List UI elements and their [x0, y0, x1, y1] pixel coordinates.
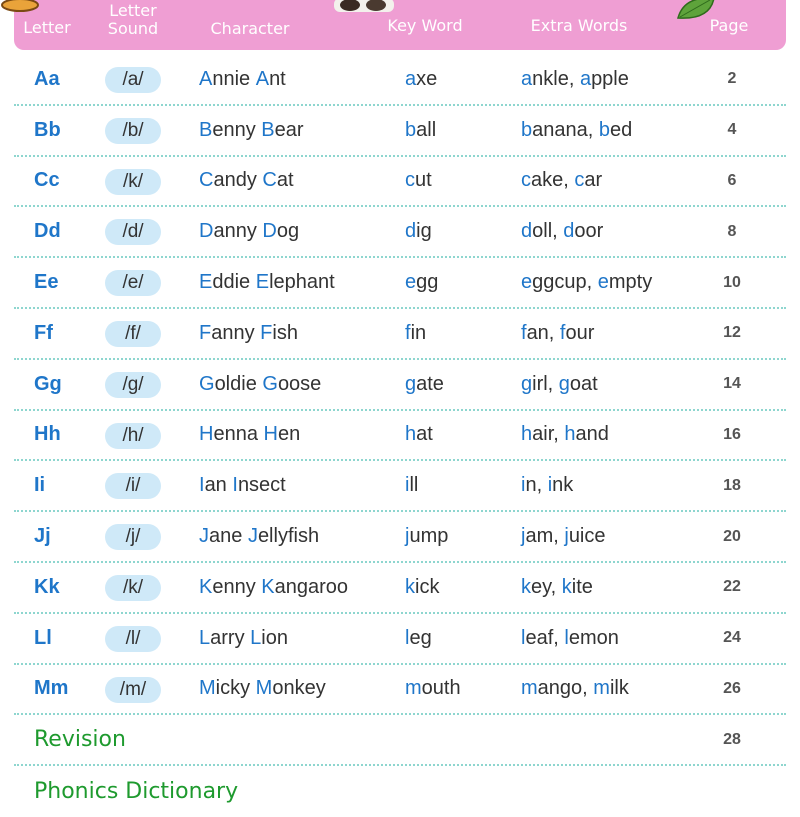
extra-words-segment: ite: [571, 575, 593, 598]
character-name-segment: E: [199, 271, 213, 294]
extra-words: [521, 614, 619, 663]
table-row[interactable]: [14, 411, 786, 462]
letter-sound-pill: /i/: [105, 473, 161, 499]
extra-words-segment: ed: [609, 118, 633, 141]
extra-words-segment: e: [521, 271, 533, 294]
letter-cell: Ll: [34, 626, 52, 649]
letter-sound-pill: /k/: [105, 575, 161, 601]
letter-sound-pill: /e/: [105, 270, 161, 296]
extra-words: [521, 512, 606, 561]
key-word: [405, 106, 436, 155]
page-number: 2: [727, 70, 737, 88]
character-name-segment: ellyfish: [257, 525, 320, 548]
character-name-segment: icky: [215, 677, 256, 700]
character-name-segment: andy: [213, 169, 263, 192]
section-title: Revision: [34, 727, 126, 753]
extra-words-segment: emon: [568, 626, 619, 649]
section-title: Phonics Dictionary: [34, 779, 239, 805]
extra-words-segment: oor: [574, 220, 604, 243]
extra-words-segment: d: [521, 220, 533, 243]
extra-words-segment: i: [521, 474, 526, 497]
character-name-segment: A: [255, 67, 270, 90]
character-name-segment: anny: [211, 321, 261, 344]
character-name-segment: C: [262, 169, 277, 192]
character-name-segment: nsect: [237, 474, 286, 497]
character-name-segment: angaroo: [274, 575, 349, 598]
key-word-segment: at: [416, 423, 433, 446]
character-name-segment: M: [255, 677, 273, 700]
table-row[interactable]: [14, 461, 786, 512]
extra-words-segment: oll,: [532, 220, 564, 243]
extra-words-segment: c: [521, 169, 531, 192]
header-letter-sound: [102, 2, 164, 38]
key-word-segment: e: [405, 271, 417, 294]
character-name-segment: G: [262, 372, 278, 395]
character-name-segment: arry: [210, 626, 251, 649]
character-name-segment: enny: [212, 575, 262, 598]
character-name-segment: onkey: [272, 677, 326, 700]
letter-cell: Bb: [34, 118, 61, 141]
dog-illustration-icon: [332, 0, 396, 14]
key-word-segment: m: [405, 677, 422, 700]
extra-words-segment: i: [547, 474, 553, 497]
letter-cell: Ii: [34, 474, 46, 497]
letter-sound-pill: /g/: [105, 372, 161, 398]
table-row[interactable]: [14, 207, 786, 258]
key-word: [405, 309, 426, 358]
character-name: [199, 563, 348, 612]
table-row[interactable]: [14, 106, 786, 157]
extra-words-segment: ango,: [537, 677, 594, 700]
extra-words-segment: ake,: [531, 169, 575, 192]
extra-words-segment: m: [593, 677, 610, 700]
key-word: [405, 258, 438, 307]
extra-words-segment: h: [521, 423, 533, 446]
character-name-segment: A: [199, 67, 213, 90]
table-row[interactable]: [14, 614, 786, 665]
key-word: [405, 411, 433, 460]
extra-words-segment: an,: [526, 321, 560, 344]
letter-sound-pill: /k/: [105, 169, 161, 195]
character-name-segment: H: [199, 423, 214, 446]
letter-sound-pill: /d/: [105, 219, 161, 245]
character-name-segment: J: [199, 525, 209, 548]
extra-words-segment: a: [579, 67, 592, 90]
letter-sound-pill: /m/: [105, 677, 161, 703]
key-word: [405, 614, 432, 663]
character-name-segment: ear: [274, 118, 304, 141]
key-word-segment: ll: [409, 474, 419, 497]
key-word-segment: ut: [415, 169, 432, 192]
key-word: [405, 563, 439, 612]
letter-sound-pill: /a/: [105, 67, 161, 93]
extra-words-segment: oat: [569, 372, 598, 395]
key-word-segment: ump: [409, 525, 449, 548]
extra-words: [521, 157, 602, 206]
phonics-contents-table: [14, 55, 786, 817]
letter-cell: Dd: [34, 220, 61, 243]
extra-words-segment: nkle,: [532, 67, 580, 90]
extra-words-segment: mpty: [608, 271, 653, 294]
key-word-segment: eg: [409, 626, 432, 649]
character-name-segment: an: [204, 474, 233, 497]
key-word-segment: f: [405, 321, 411, 344]
extra-words-segment: b: [598, 118, 610, 141]
header-key-word: Key Word: [387, 16, 463, 35]
letter-cell: Gg: [34, 372, 62, 395]
character-name-segment: E: [255, 271, 270, 294]
character-name-segment: anny: [213, 220, 263, 243]
extra-words-segment: l: [564, 626, 569, 649]
extra-words-segment: eaf,: [525, 626, 565, 649]
extra-words: [521, 411, 609, 460]
header-letter-sound-line2: Sound: [107, 19, 159, 38]
letter-cell: Ff: [34, 321, 53, 344]
table-row[interactable]: [14, 665, 786, 716]
letter-cell: Mm: [34, 677, 69, 700]
extra-words-segment: am,: [525, 525, 565, 548]
character-name-segment: K: [199, 575, 213, 598]
page-number: 4: [727, 121, 737, 139]
character-name-segment: enny: [212, 118, 262, 141]
character-name-segment: M: [199, 677, 216, 700]
page-number: 6: [727, 171, 737, 189]
key-word-segment: j: [405, 525, 410, 548]
character-name: [199, 157, 294, 206]
page-number: 14: [723, 375, 741, 393]
character-name-segment: B: [199, 118, 213, 141]
section-row[interactable]: [14, 715, 786, 766]
character-name-segment: J: [247, 525, 258, 548]
extra-words: [521, 563, 593, 612]
table-row[interactable]: [14, 512, 786, 563]
page-number: 10: [723, 273, 741, 291]
key-word-segment: i: [405, 474, 410, 497]
character-name-segment: oose: [277, 372, 322, 395]
page-number: 22: [723, 578, 741, 596]
extra-words-segment: d: [563, 220, 575, 243]
character-name-segment: oldie: [214, 372, 263, 395]
key-word-segment: d: [405, 220, 417, 243]
character-name-segment: at: [276, 169, 294, 192]
extra-words-segment: j: [521, 525, 526, 548]
key-word: [405, 360, 444, 409]
extra-words-segment: n,: [525, 474, 548, 497]
character-name-segment: L: [199, 626, 211, 649]
character-name: [199, 309, 298, 358]
page-number: 18: [723, 476, 741, 494]
table-row[interactable]: [14, 563, 786, 614]
key-word-segment: ate: [416, 372, 444, 395]
key-word-segment: b: [405, 118, 417, 141]
letter-sound-pill: /f/: [105, 321, 161, 347]
extra-words-segment: nk: [552, 474, 574, 497]
extra-words: [521, 665, 629, 714]
character-name-segment: I: [232, 474, 238, 497]
extra-words-segment: and: [575, 423, 609, 446]
page-number: 8: [727, 222, 737, 240]
key-word: [405, 461, 418, 510]
extra-words-segment: our: [565, 321, 595, 344]
page-number: 16: [723, 425, 741, 443]
key-word-segment: ick: [415, 575, 440, 598]
header-character: Character: [210, 19, 290, 38]
letter-sound-pill: /j/: [105, 524, 161, 550]
extra-words-segment: c: [574, 169, 585, 192]
key-word-segment: gg: [416, 271, 439, 294]
extra-words-segment: k: [521, 575, 531, 598]
extra-words-segment: anana,: [532, 118, 599, 141]
key-word-segment: g: [405, 372, 417, 395]
key-word: [405, 512, 448, 561]
character-name-segment: C: [199, 169, 214, 192]
character-name-segment: nt: [269, 67, 286, 90]
character-name-segment: nnie: [212, 67, 256, 90]
character-name-segment: K: [261, 575, 275, 598]
character-name-segment: lephant: [269, 271, 335, 294]
extra-words: [521, 258, 652, 307]
character-name-segment: ane: [209, 525, 248, 548]
character-name: [199, 258, 335, 307]
character-name-segment: F: [199, 321, 212, 344]
character-name-segment: D: [262, 220, 277, 243]
character-name: [199, 55, 286, 104]
extra-words-segment: f: [521, 321, 527, 344]
character-name: [199, 614, 288, 663]
character-name-segment: L: [250, 626, 262, 649]
character-name-segment: ish: [272, 321, 298, 344]
character-name: [199, 461, 286, 510]
character-name-segment: B: [261, 118, 275, 141]
character-name: [199, 360, 321, 409]
character-illustration-icon: [0, 0, 40, 12]
key-word-segment: c: [405, 169, 415, 192]
extra-words-segment: f: [559, 321, 566, 344]
letter-sound-pill: /b/: [105, 118, 161, 144]
character-name-segment: og: [276, 220, 300, 243]
header-letter-sound-line1: Letter: [109, 1, 157, 20]
character-name-segment: H: [263, 423, 278, 446]
character-name-segment: enna: [213, 423, 264, 446]
extra-words-segment: b: [521, 118, 533, 141]
extra-words: [521, 309, 594, 358]
character-name-segment: I: [199, 474, 205, 497]
page-number: 26: [723, 679, 741, 697]
character-name-segment: D: [199, 220, 214, 243]
page-number: 28: [723, 730, 741, 748]
key-word-segment: outh: [421, 677, 461, 700]
extra-words-segment: ilk: [609, 677, 629, 700]
page-number: 24: [723, 629, 741, 647]
character-name-segment: en: [277, 423, 301, 446]
letter-cell: Kk: [34, 575, 60, 598]
letter-sound-pill: /h/: [105, 423, 161, 449]
extra-words-segment: g: [558, 372, 570, 395]
table-row[interactable]: [14, 55, 786, 106]
extra-words-segment: ar: [584, 169, 603, 192]
key-word: [405, 665, 461, 714]
header-letter: Letter: [23, 18, 71, 37]
character-name: [199, 106, 304, 155]
key-word-segment: in: [410, 321, 427, 344]
character-name: [199, 512, 319, 561]
key-word-segment: xe: [416, 67, 438, 90]
character-name-segment: ion: [261, 626, 288, 649]
extra-words-segment: l: [521, 626, 526, 649]
letter-cell: Hh: [34, 423, 61, 446]
character-name-segment: G: [199, 372, 215, 395]
extra-words-segment: k: [561, 575, 572, 598]
extra-words-segment: uice: [568, 525, 606, 548]
key-word-segment: ig: [416, 220, 432, 243]
extra-words-segment: irl,: [532, 372, 559, 395]
header-extra-words: Extra Words: [530, 16, 628, 35]
character-name: [199, 207, 299, 256]
section-row[interactable]: [14, 766, 786, 817]
character-name-segment: F: [260, 321, 273, 344]
character-name: [199, 411, 300, 460]
table-row[interactable]: [14, 157, 786, 208]
table-header: [14, 0, 786, 50]
letter-cell: Cc: [34, 169, 60, 192]
letter-sound-pill: /l/: [105, 626, 161, 652]
header-page: Page: [709, 16, 749, 35]
character-name-segment: ddie: [212, 271, 256, 294]
extra-words-segment: ey,: [531, 575, 562, 598]
table-row[interactable]: [14, 360, 786, 411]
extra-words: [521, 207, 603, 256]
key-word-segment: k: [405, 575, 415, 598]
extra-words-segment: m: [521, 677, 538, 700]
key-word: [405, 157, 432, 206]
page-number: 12: [723, 324, 741, 342]
extra-words-segment: h: [564, 423, 576, 446]
key-word: [405, 55, 437, 104]
letter-cell: Aa: [34, 67, 60, 90]
character-name: [199, 665, 326, 714]
key-word: [405, 207, 432, 256]
page-number: 20: [723, 527, 741, 545]
page-number: [714, 766, 750, 817]
extra-words: [521, 360, 598, 409]
extra-words-segment: g: [521, 372, 533, 395]
extra-words-segment: air,: [532, 423, 565, 446]
key-word-segment: l: [405, 626, 410, 649]
extra-words: [521, 461, 573, 510]
extra-words-segment: pple: [591, 67, 629, 90]
key-word-segment: a: [405, 67, 417, 90]
extra-words-segment: a: [521, 67, 533, 90]
table-row[interactable]: [14, 258, 786, 309]
extra-words-segment: ggcup,: [532, 271, 598, 294]
letter-cell: Ee: [34, 271, 59, 294]
key-word-segment: h: [405, 423, 417, 446]
extra-words-segment: j: [564, 525, 569, 548]
extra-words: [521, 106, 632, 155]
table-row[interactable]: [14, 309, 786, 360]
letter-cell: Jj: [34, 525, 51, 548]
key-word-segment: all: [416, 118, 437, 141]
extra-words: [521, 55, 629, 104]
extra-words-segment: e: [597, 271, 609, 294]
